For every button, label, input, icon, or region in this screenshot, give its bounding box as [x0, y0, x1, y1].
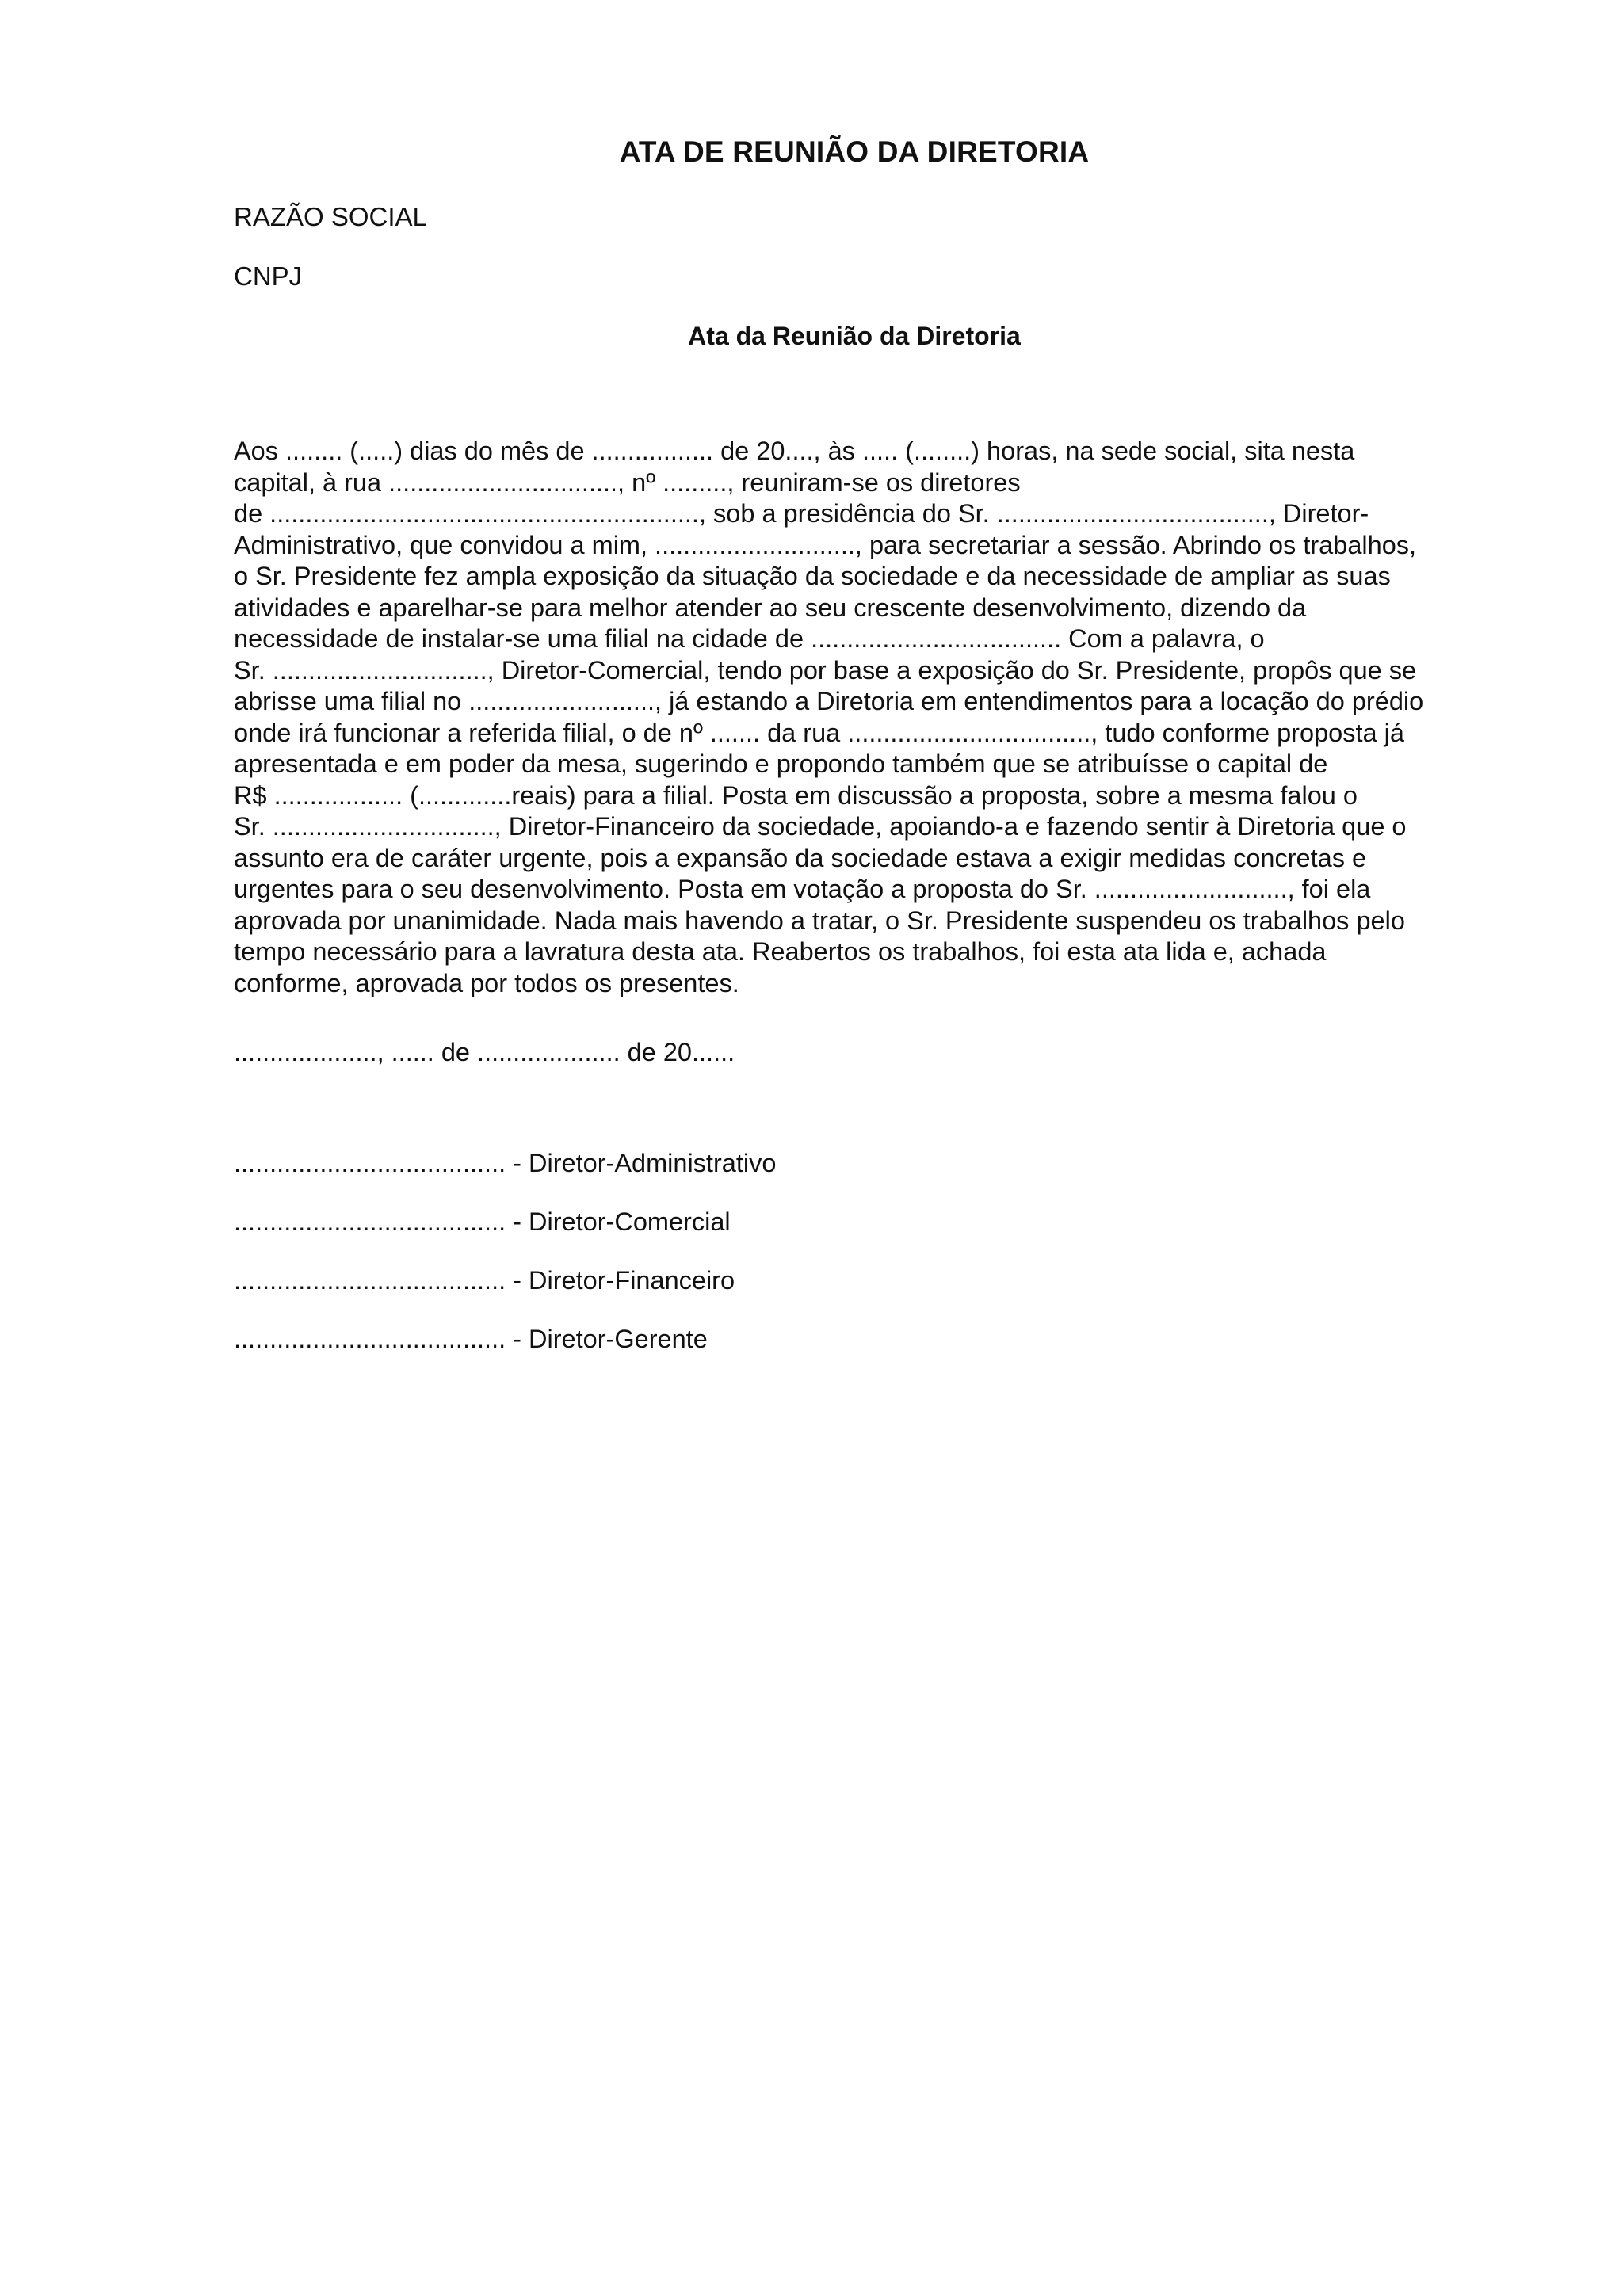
- body-line: o Sr. Presidente fez ampla exposição da situação da sociedade e da necessidade de ampliar as suas: [234, 562, 1391, 590]
- body-line: assunto era de caráter urgente, pois a expansão da sociedade estava a exigir medidas concretas e: [234, 843, 1367, 872]
- document-subtitle: Ata da Reunião da Diretoria: [688, 322, 1021, 350]
- body-line: conforme, aprovada por todos os presentes.: [234, 968, 739, 997]
- razao-social-label: RAZÃO SOCIAL: [234, 202, 427, 231]
- signature-block: [234, 1147, 776, 1382]
- body-line: Administrativo, que convidou a mim, ............................, para secretariar a sessão. Abrindo os trabalhos,: [234, 530, 1417, 559]
- signature-diretor-comercial: ...................................... - Diretor-Comercial: [234, 1207, 731, 1236]
- minutes-body: [234, 436, 1549, 999]
- cnpj-label: CNPJ: [234, 261, 303, 291]
- document-title: ATA DE REUNIÃO DA DIRETORIA: [619, 135, 1090, 168]
- body-line: abrisse uma filial no .........................., já estando a Diretoria em entendimentos para a locação do prédio: [234, 687, 1424, 715]
- body-line: necessidade de instalar-se uma filial na cidade de ................................... Com a palavra, o: [234, 624, 1265, 653]
- body-line: aprovada por unanimidade. Nada mais havendo a tratar, o Sr. Presidente suspendeu os trabalhos pelo: [234, 906, 1405, 935]
- body-line: R$ .................. (.............reais) para a filial. Posta em discussão a proposta, sobre a mesma falou o: [234, 780, 1358, 810]
- body-line: atividades e aparelhar-se para melhor atender ao seu crescente desenvolvimento, dizendo da: [234, 593, 1307, 622]
- date-line: ...................., ...... de .................... de 20......: [234, 1038, 735, 1066]
- signature-diretor-financeiro: ...................................... - Diretor-Financeiro: [234, 1266, 735, 1295]
- signature-diretor-gerente: ...................................... - Diretor-Gerente: [234, 1325, 708, 1353]
- signature-diretor-administrativo: ...................................... - Diretor-Administrativo: [234, 1149, 777, 1177]
- body-line: apresentada e em poder da mesa, sugerindo e propondo também que se atribuísse o capital de: [234, 749, 1328, 778]
- body-line: urgentes para o seu desenvolvimento. Posta em votação a proposta do Sr. ..........................., foi ela: [234, 875, 1371, 903]
- body-line: Sr. ..............................., Diretor-Financeiro da sociedade, apoiando-a e fazendo sentir à Diretoria que o: [234, 812, 1407, 841]
- body-line: tempo necessário para a lavratura desta ata. Reabertos os trabalhos, foi esta ata lida e, achada: [234, 937, 1327, 966]
- body-line: capital, à rua ................................, nº ........., reuniram-se os diretores: [234, 467, 1021, 497]
- body-line: Aos ........ (.....) dias do mês de ................. de 20...., às ..... (........) horas, na sede social, sita nesta: [234, 437, 1355, 465]
- body-line: Sr. .............................., Diretor-Comercial, tendo por base a exposição do Sr. Presidente, propôs que se: [234, 655, 1417, 685]
- body-line: onde irá funcionar a referida filial, o de nº ....... da rua .................................., tudo conforme proposta já: [234, 718, 1404, 747]
- body-line: de ............................................................, sob a presidência do Sr. ......................................, Diretor-: [234, 499, 1369, 528]
